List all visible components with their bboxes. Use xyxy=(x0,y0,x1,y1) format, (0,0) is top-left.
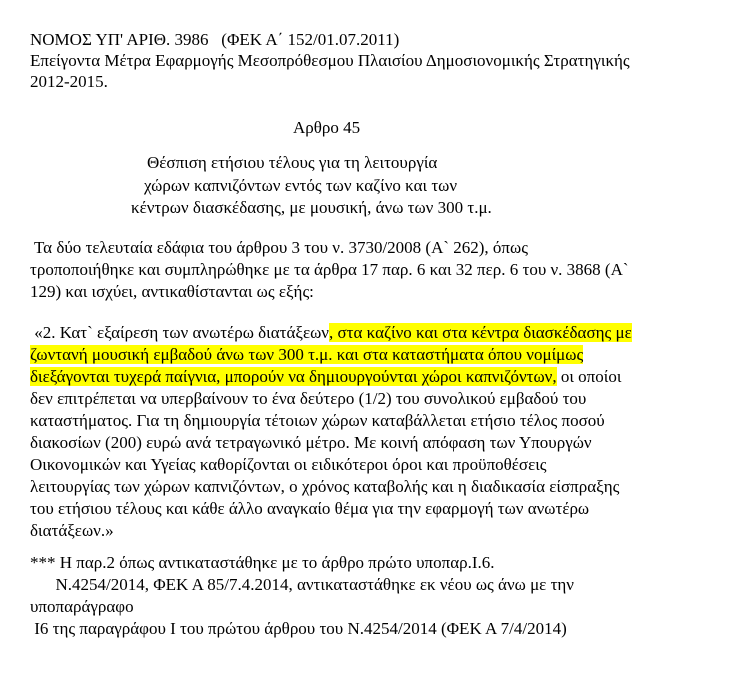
quote-line xyxy=(30,366,621,388)
quote-line xyxy=(30,520,114,542)
text-segment: οι οποίοι xyxy=(556,367,622,386)
intro-line: 129) και ισχύει, αντικαθίστανται ως εξής: xyxy=(30,282,314,301)
text-segment: δεν επιτρέπεται να υπερβαίνουν το ένα δεύτερο (1/2) του συνολικού εμβαδού του xyxy=(30,389,587,408)
intro-line: τροποποιήθηκε και συμπληρώθηκε με τα άρθρα 17 παρ. 6 και 32 περ. 6 του ν. 3868 (Α` xyxy=(30,260,629,279)
footnote-line: *** Η παρ.2 όπως αντικαταστάθηκε με το άρθρο πρώτο υποπαρ.Ι.6. xyxy=(30,553,495,572)
intro-line: Τα δύο τελευταία εδάφια του άρθρου 3 του ν. 3730/2008 (Α` 262), όπως xyxy=(30,238,528,257)
quote-line xyxy=(30,476,619,498)
law-title: ΝΟΜΟΣ ΥΠ' ΑΡΙΘ. 3986 (ΦΕΚ Α΄ 152/01.07.2011) xyxy=(30,30,400,49)
quote-line xyxy=(30,344,583,366)
quote-line xyxy=(30,498,589,520)
quote-line xyxy=(30,322,632,344)
text-segment: «2. Κατ` εξαίρεση των ανωτέρω διατάξεων xyxy=(30,323,329,342)
text-segment: λειτουργίας των χώρων καπνιζόντων, ο χρόνος καταβολής και η διαδικασία είσπραξης xyxy=(30,477,620,496)
quote-line xyxy=(30,388,586,410)
quote-line xyxy=(30,454,547,476)
text-segment: του ετήσιου τέλους και κάθε άλλο αναγκαίο θέμα για την εφαρμογή των ανωτέρω xyxy=(30,499,590,518)
article-heading-line: χώρων καπνιζόντων εντός των καζίνο και των xyxy=(144,176,458,195)
article-heading-line: κέντρων διασκέδασης, με μουσική, άνω των 300 τ.μ. xyxy=(131,198,492,217)
law-subtitle-years: 2012-2015. xyxy=(30,72,108,91)
article-number: Αρθρο 45 xyxy=(293,118,361,137)
highlighted-text: ζωντανή μουσική εμβαδού άνω των 300 τ.μ. και στα καταστήματα όπου νομίμως xyxy=(30,345,584,364)
text-segment: διακοσίων (200) ευρώ ανά τετραγωνικό μέτρο. Με κοινή απόφαση των Υπουργών xyxy=(30,433,592,452)
text-segment: Οικονομικών και Υγείας καθορίζονται οι ειδικότεροι όροι και προϋποθέσεις xyxy=(30,455,547,474)
footnote-line: Ν.4254/2014, ΦΕΚ Α 85/7.4.2014, αντικαταστάθηκε εκ νέου ως άνω με την xyxy=(30,575,574,594)
quote-line xyxy=(30,432,592,454)
footnote-line: Ι6 της παραγράφου Ι του πρώτου άρθρου του Ν.4254/2014 (ΦΕΚ Α 7/4/2014) xyxy=(30,619,567,638)
highlighted-text: διεξάγονται τυχερά παίγνια, μπορούν να δημιουργούνται χώροι καπνιζόντων, xyxy=(30,367,557,386)
footnote-line: υποπαράγραφο xyxy=(30,597,134,616)
quote-line xyxy=(30,410,605,432)
article-heading-line: Θέσπιση ετήσιου τέλους για τη λειτουργία xyxy=(147,153,438,172)
text-segment: καταστήματος. Για τη δημιουργία τέτοιων χώρων καταβάλλεται ετήσιο τέλος ποσού xyxy=(30,411,605,430)
law-subtitle: Επείγοντα Μέτρα Εφαρμογής Μεσοπρόθεσμου Πλαισίου Δημοσιονομικής Στρατηγικής xyxy=(30,51,630,70)
highlighted-text: , στα καζίνο και στα κέντρα διασκέδασης με xyxy=(329,323,632,342)
text-segment: διατάξεων.» xyxy=(30,521,114,540)
